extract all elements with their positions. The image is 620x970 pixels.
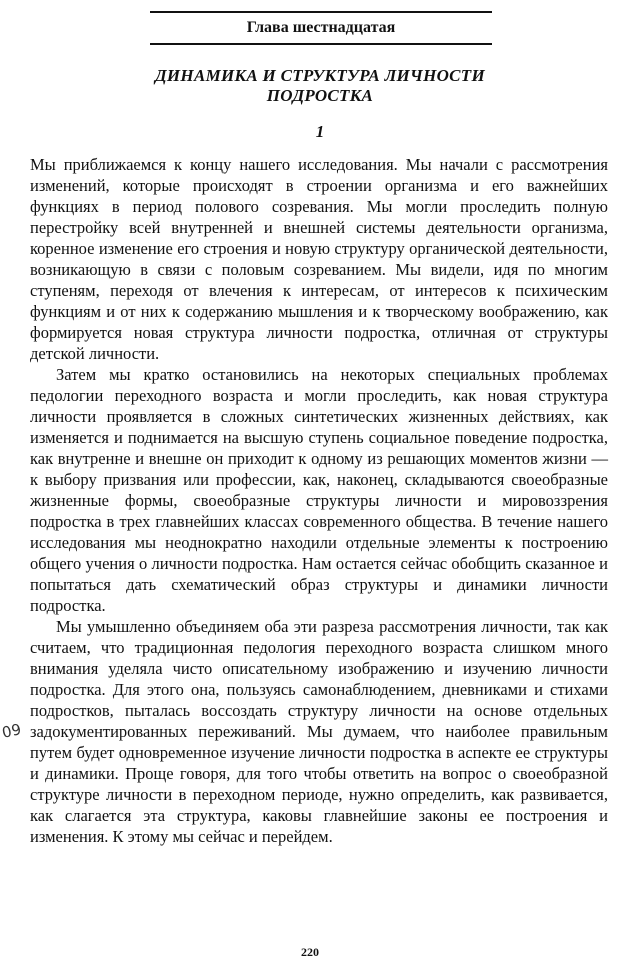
chapter-heading: Глава шестнадцатая — [246, 19, 396, 36]
section-title: ДИНАМИКА И СТРУКТУРА ЛИЧНОСТИ ПОДРОСТКА — [154, 66, 486, 105]
paragraph-2: Затем мы кратко остановились на некоторых специальных проблемах педологии переходного возраста и могли проследить, как новая структура личности проявляется в сложных синтетических жизненных действиях, как изменяется и поднимается на высшую ступень социальное поведение подростка, как внутренне и внешне он приходит к одному из решающих моментов жизни — к выбору призвания или профессии, как, наконец, складываются своеобразные жизненные формы, своеобразные структуры личности и мировоззрения подростка в трех главнейших классах современного общества. В течение нашего исследования мы неоднократно находили отдельные элементы к построению общего учения о личности подростка. Нам остается сейчас обобщить сказанное и попытаться дать схематический образ структуры и динамики личности подростка. — [30, 365, 608, 615]
section-number: 1 — [315, 122, 325, 141]
header-rule-bottom — [150, 43, 492, 45]
paragraph-1: Мы приближаемся к концу нашего исследования. Мы начали с рассмотрения изменений, которые происходят в строении организма и его важнейших функциях в период полового созревания. Мы могли проследить полную перестройку всей внутренней и внешней системы деятельности организма, коренное изменение его строения и новую структуру органической деятельности, возникающую в связи с половым созреванием. Мы видели, идя по многим ступеням, переходя от влечения к интересам, от интересов к психическим функциям и от них к содержанию мышления и к творческому воображению, как формируется новая структура личности подростка, отличная от структуры детской личности. — [30, 155, 608, 363]
paragraph-3: Мы умышленно объединяем оба эти разреза рассмотрения личности, так как считаем, что традиционная педология переходного возраста слишком много внимания уделяла чисто описательному изображению и изучению личности подростка. Для этого она, пользуясь самонаблюдением, дневниками и стихами подростков, пыталась воссоздать структуру личности на основе отдельных задокументированных переживаний. Мы думаем, что наиболее правильным путем будет одновременное изучение личности подростка в аспекте ее структуры и динамики. Проще говоря, для того чтобы ответить на вопрос о своеобразной структуре личности в переходном периоде, нужно определить, как развивается, как слагается эта структура, каковы главнейшие законы ее построения и изменения. К этому мы сейчас и перейдем. — [30, 617, 608, 846]
handwritten-margin-note: 09 — [0, 720, 23, 742]
body-text — [30, 154, 608, 847]
header-rule-top — [150, 11, 492, 13]
page-number: 220 — [301, 945, 319, 959]
